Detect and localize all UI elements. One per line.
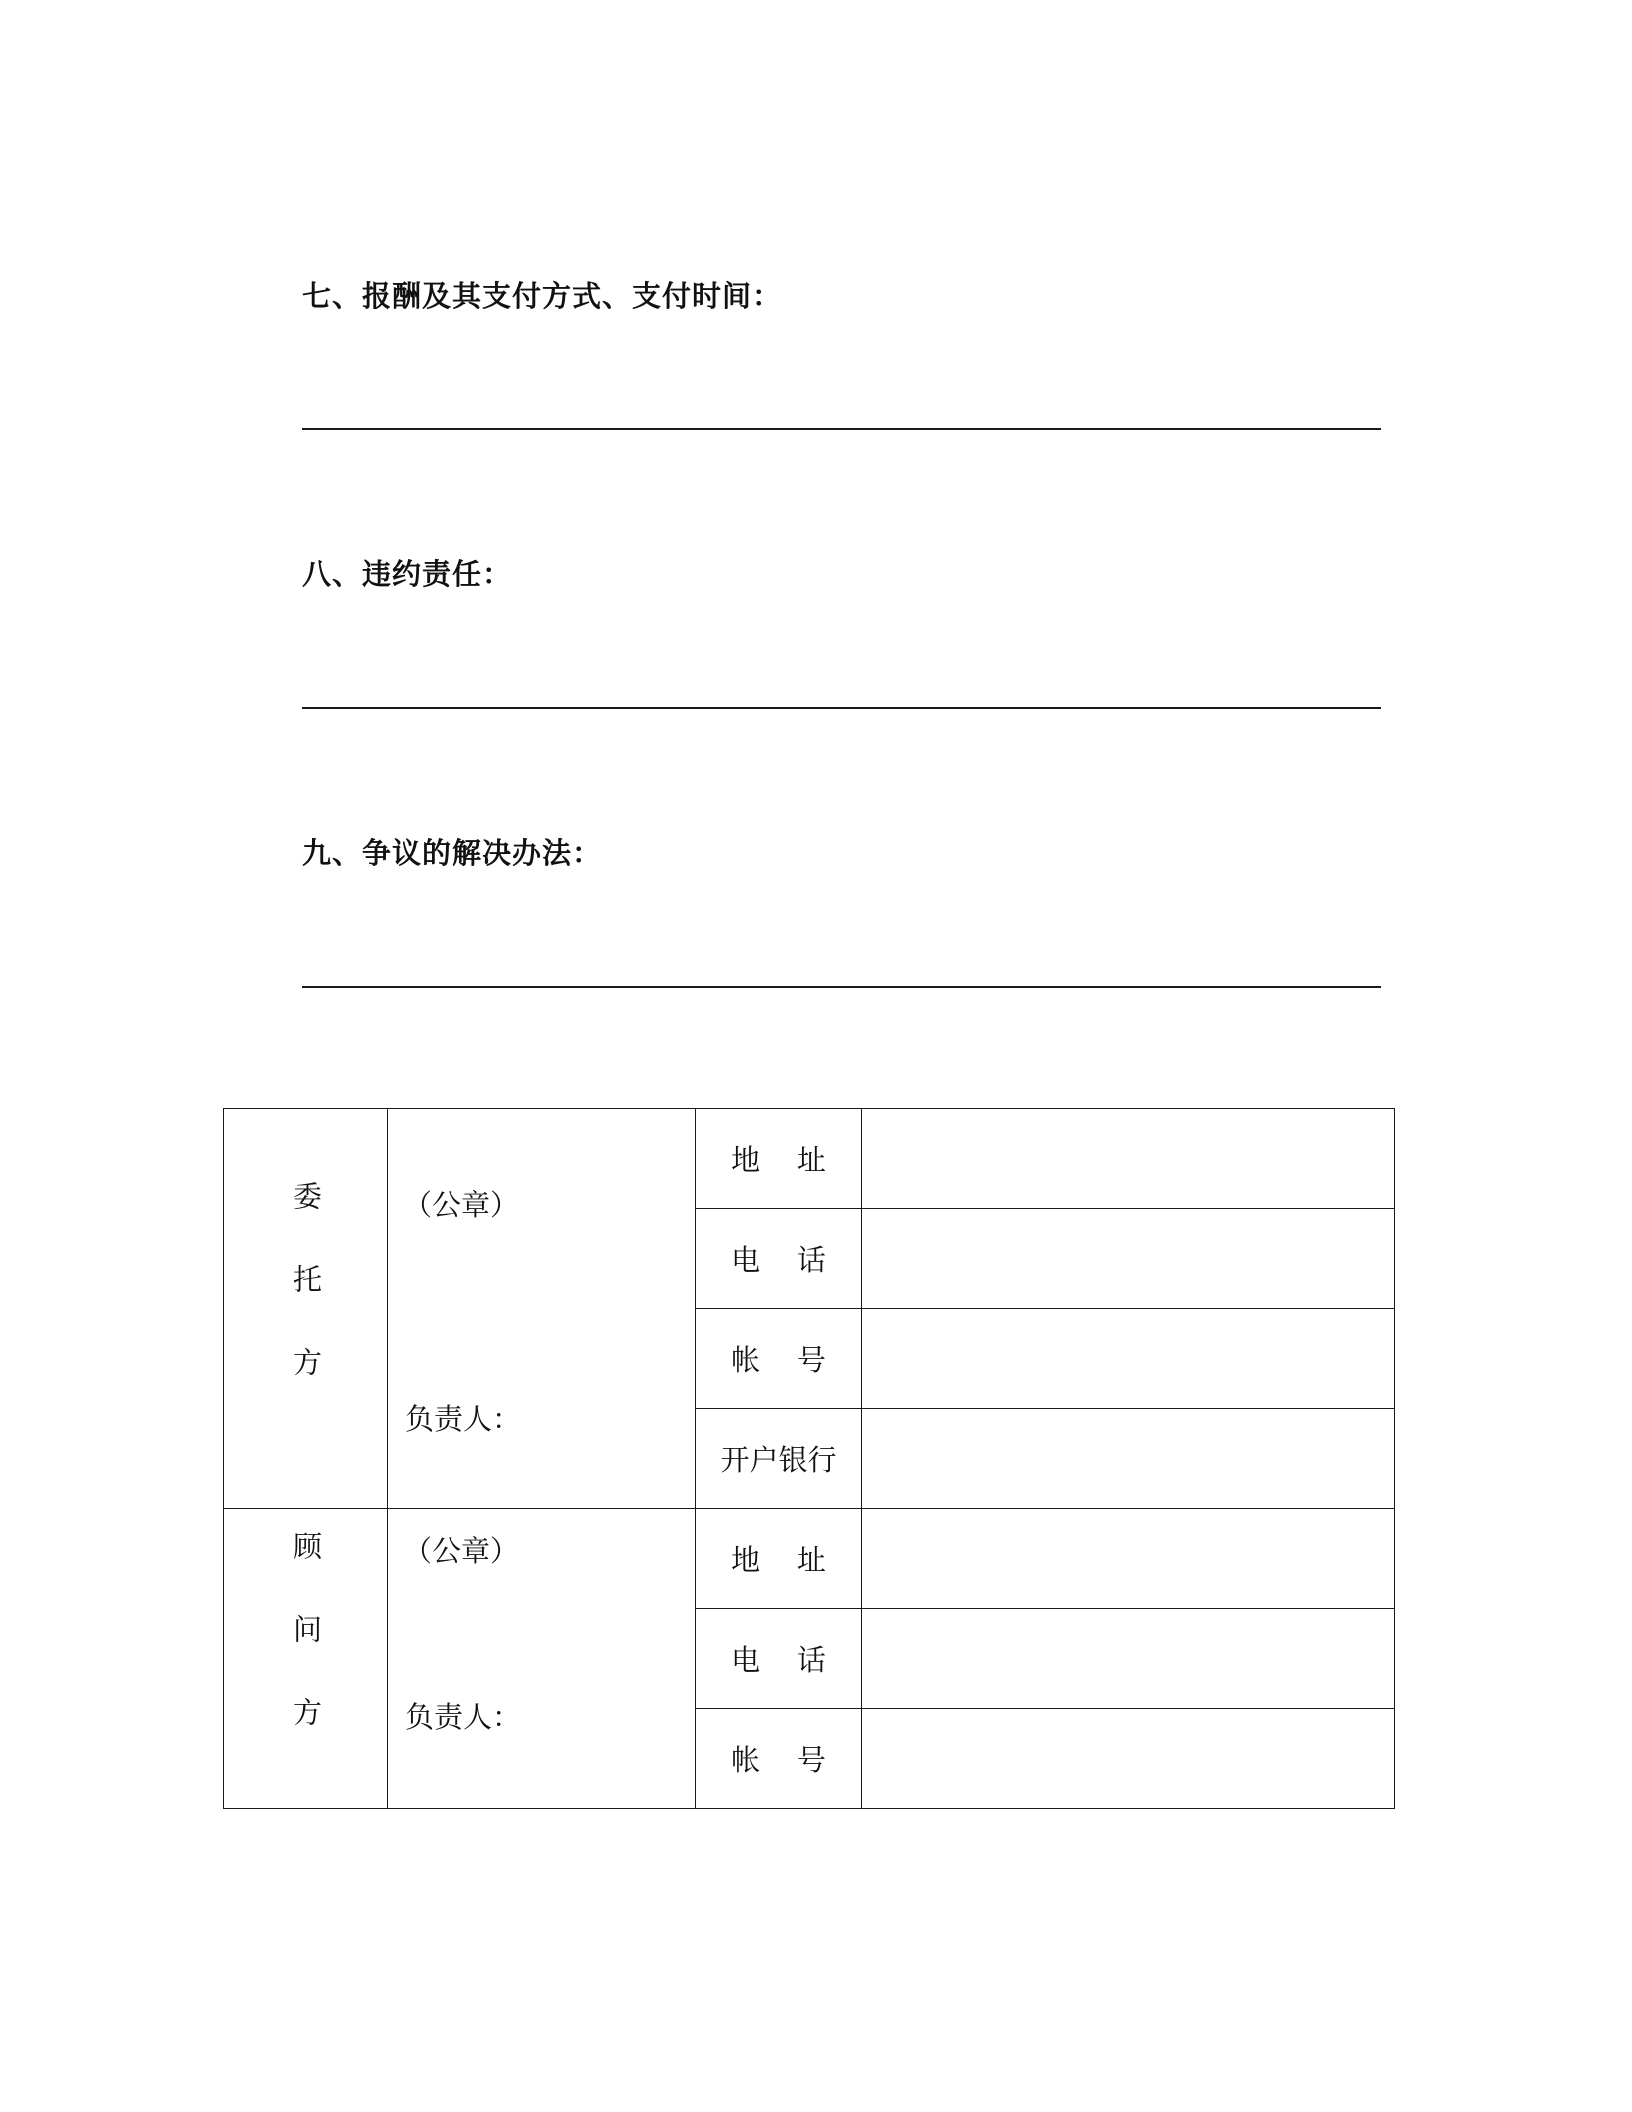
client-stamp-label: （公章） — [403, 1188, 520, 1222]
section-heading-dispute: 九、争议的解决办法： — [302, 836, 603, 870]
consultant-account-value[interactable] — [862, 1709, 1395, 1809]
fill-line-dispute[interactable] — [302, 986, 1381, 988]
client-address-label: 地 址 — [696, 1109, 862, 1209]
consultant-account-label: 帐 号 — [696, 1709, 862, 1809]
consultant-phone-value[interactable] — [862, 1609, 1395, 1709]
signature-table — [223, 1108, 1395, 1809]
consultant-address-value[interactable] — [862, 1509, 1395, 1609]
client-account-value[interactable] — [862, 1309, 1395, 1409]
client-bank-value[interactable] — [862, 1409, 1395, 1509]
client-stamp-cell[interactable] — [388, 1109, 696, 1509]
consultant-phone-label: 电 话 — [696, 1609, 862, 1709]
client-phone-value[interactable] — [862, 1209, 1395, 1309]
fill-line-remuneration[interactable] — [302, 428, 1381, 430]
consultant-party-cell — [224, 1509, 388, 1809]
consultant-stamp-label: （公章） — [403, 1534, 520, 1568]
section-heading-remuneration: 七、报酬及其支付方式、支付时间： — [302, 279, 783, 313]
client-address-value[interactable] — [862, 1109, 1395, 1209]
consultant-stamp-cell[interactable] — [388, 1509, 696, 1809]
client-bank-label: 开户银行 — [696, 1409, 862, 1509]
table-row — [224, 1109, 1395, 1209]
consultant-address-label: 地 址 — [696, 1509, 862, 1609]
client-signer-label: 负责人： — [405, 1402, 522, 1436]
table-row — [224, 1509, 1395, 1609]
consultant-signer-label: 负责人： — [405, 1700, 522, 1734]
consultant-party-label: 顾问方 — [289, 1530, 323, 1780]
client-phone-label: 电 话 — [696, 1209, 862, 1309]
client-account-label: 帐 号 — [696, 1309, 862, 1409]
fill-line-liability[interactable] — [302, 707, 1381, 709]
section-heading-liability: 八、违约责任： — [302, 557, 513, 591]
client-party-label: 委托方 — [289, 1180, 323, 1430]
client-party-cell — [224, 1109, 388, 1509]
